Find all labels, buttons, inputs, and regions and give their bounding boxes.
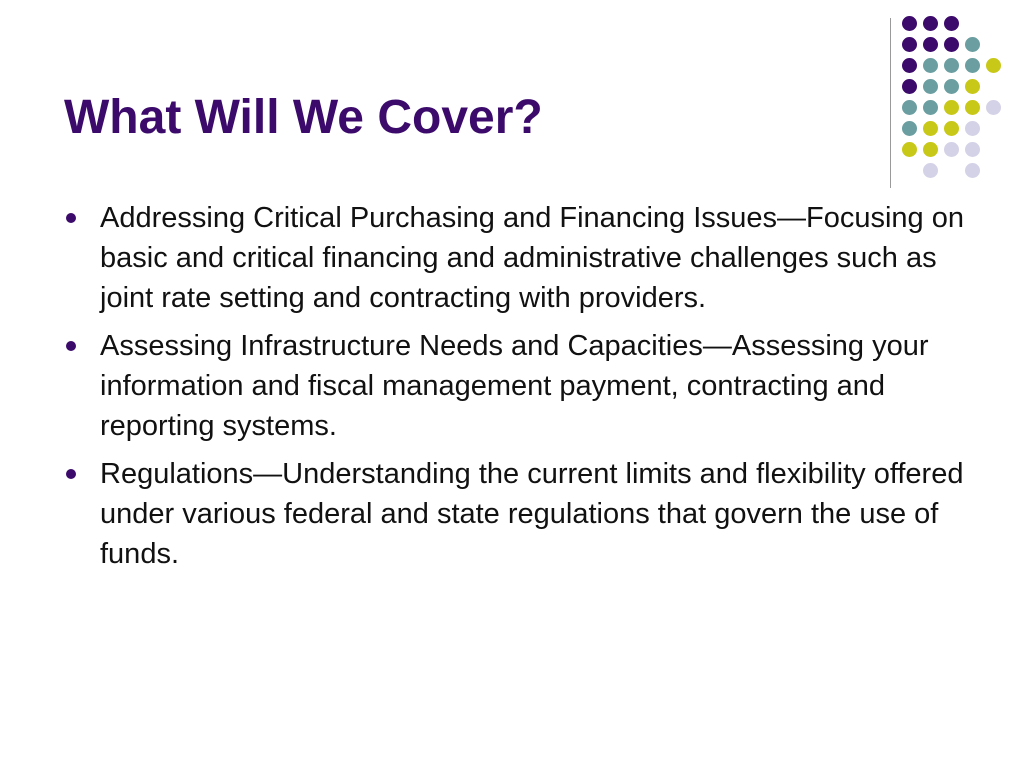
bullet-text: Addressing Critical Purchasing and Financing Issues—Focusing on basic and critical financing and administrative challenges such as joint rate setting and contracting with providers. bbox=[100, 202, 964, 314]
bullet-item bbox=[66, 454, 966, 574]
slide-title: What Will We Cover? bbox=[64, 91, 543, 144]
decorative-dot bbox=[902, 100, 917, 115]
decorative-dot bbox=[944, 16, 959, 31]
decorative-dot bbox=[986, 100, 1001, 115]
decorative-dot bbox=[923, 37, 938, 52]
decorative-dot bbox=[902, 37, 917, 52]
decorative-dot bbox=[965, 163, 980, 178]
decorative-dot bbox=[944, 58, 959, 73]
decorative-dot bbox=[944, 142, 959, 157]
decorative-dot bbox=[902, 79, 917, 94]
bullet-text: Assessing Infrastructure Needs and Capacities—Assessing your information and fiscal management payment, contracting and reporting systems. bbox=[100, 330, 929, 442]
decorative-dot bbox=[902, 121, 917, 136]
decorative-dot bbox=[944, 121, 959, 136]
decorative-dot bbox=[965, 37, 980, 52]
decorative-dot bbox=[923, 16, 938, 31]
decorative-dot bbox=[923, 163, 938, 178]
decorative-dot bbox=[944, 79, 959, 94]
decorative-dot bbox=[986, 58, 1001, 73]
decorative-dot bbox=[965, 79, 980, 94]
bullet-item bbox=[66, 326, 966, 446]
decorative-dot bbox=[902, 16, 917, 31]
decorative-dot bbox=[923, 100, 938, 115]
decorative-dot bbox=[944, 37, 959, 52]
decorative-dot bbox=[965, 121, 980, 136]
decorative-dot bbox=[965, 58, 980, 73]
decorative-dot bbox=[944, 100, 959, 115]
decorative-dot bbox=[923, 79, 938, 94]
bullet-item bbox=[66, 198, 966, 318]
vertical-divider bbox=[890, 18, 891, 188]
decorative-dot bbox=[902, 142, 917, 157]
bullet-dot-icon bbox=[66, 213, 76, 223]
decorative-dot bbox=[923, 58, 938, 73]
bullet-text: Regulations—Understanding the current limits and flexibility offered under various federal and state regulations that govern the use of funds. bbox=[100, 458, 964, 570]
bullet-dot-icon bbox=[66, 341, 76, 351]
bullet-list bbox=[66, 198, 966, 582]
decorative-dot bbox=[923, 142, 938, 157]
decorative-dot bbox=[902, 58, 917, 73]
bullet-dot-icon bbox=[66, 469, 76, 479]
decorative-dot bbox=[923, 121, 938, 136]
decorative-dot bbox=[965, 100, 980, 115]
decorative-dot bbox=[965, 142, 980, 157]
